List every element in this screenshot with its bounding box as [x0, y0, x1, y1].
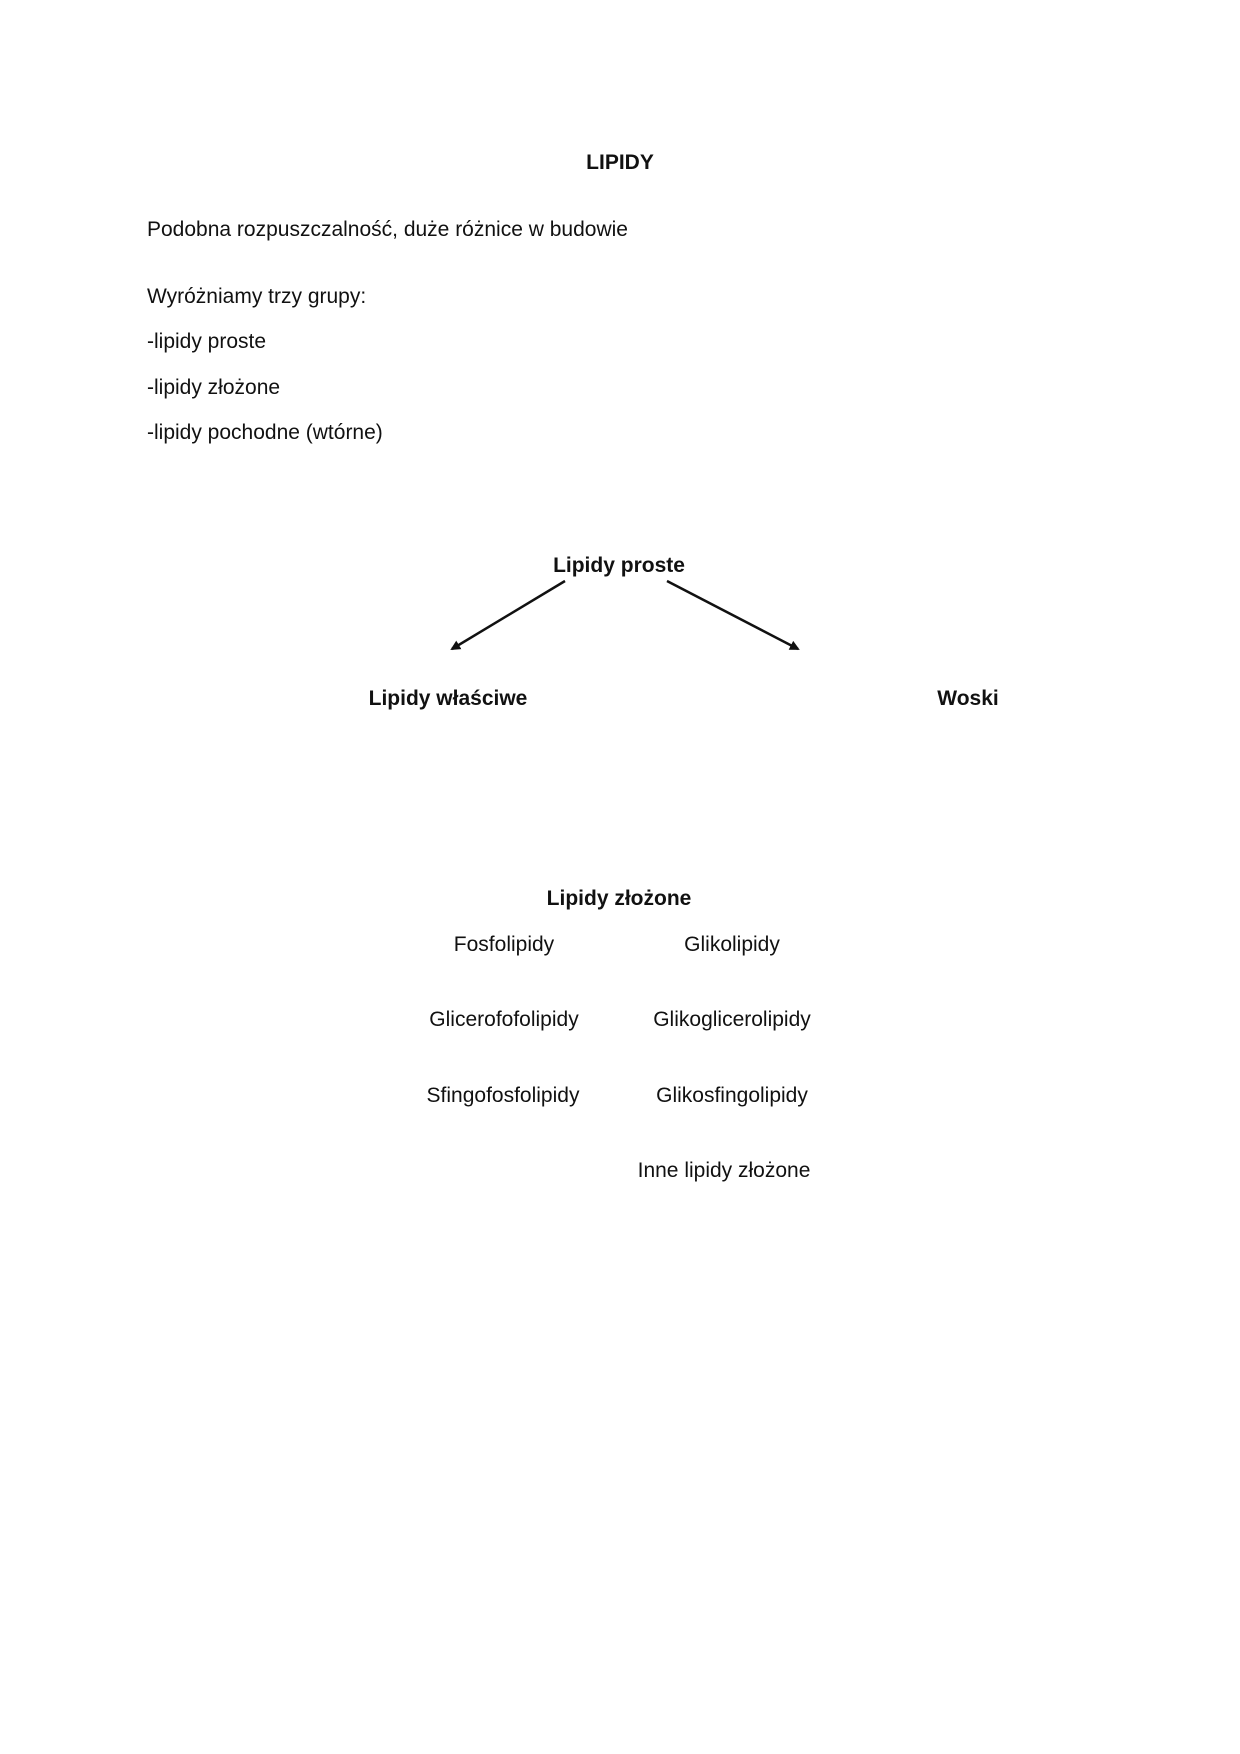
diagram-left: Lipidy właściwe — [368, 687, 528, 710]
complex-left-item: Fosfolipidy — [453, 933, 555, 956]
groups-heading: Wyróżniamy trzy grupy: — [147, 285, 367, 308]
complex-right-item: Glikoglicerolipidy — [653, 1008, 811, 1031]
group-item: -lipidy złożone — [147, 376, 281, 399]
complex-heading: Lipidy złożone — [546, 887, 692, 910]
complex-right-item: Glikolipidy — [684, 933, 780, 956]
intro-text: Podobna rozpuszczalność, duże różnice w budowie — [147, 218, 628, 241]
complex-left-item: Glicerofofolipidy — [429, 1008, 579, 1031]
group-item: -lipidy pochodne (wtórne) — [147, 421, 383, 444]
arrow-right — [667, 581, 798, 649]
complex-right-item: Glikosfingolipidy — [656, 1084, 808, 1107]
diagram-root: Lipidy proste — [553, 554, 685, 577]
arrow-left — [452, 581, 565, 649]
complex-left-item: Sfingofosfolipidy — [426, 1084, 580, 1107]
group-item: -lipidy proste — [147, 330, 267, 353]
page-title: LIPIDY — [586, 151, 654, 174]
complex-other: Inne lipidy złożone — [637, 1159, 811, 1182]
diagram-right: Woski — [937, 687, 999, 710]
